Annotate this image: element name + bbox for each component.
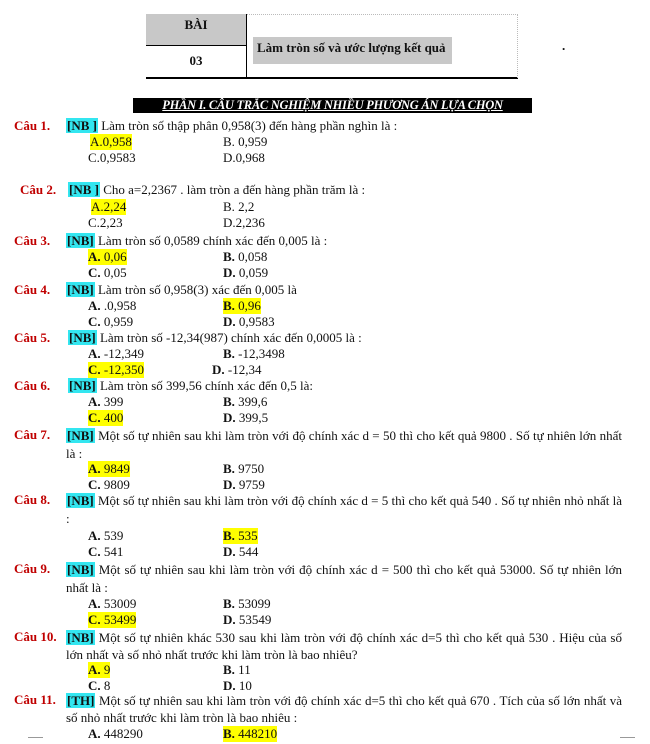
section-title: PHẦN I. CÂU TRẮC NGHIỆM NHIỀU PHƯƠNG ÁN LỰA CHỌN [133, 98, 532, 113]
question-text [68, 182, 620, 198]
question-label: Câu 9. [14, 561, 51, 576]
option-b[interactable]: B. 9750 [223, 461, 265, 476]
option-a[interactable]: A. .0,958 [88, 298, 137, 313]
option-c[interactable]: C. 0,959 [88, 314, 134, 329]
option-b[interactable]: B. 399,6 [223, 394, 268, 409]
lesson-title: Làm tròn số và ước lượng kết quả [253, 37, 452, 64]
question-text [66, 692, 622, 726]
level-tag: [NB] [69, 378, 96, 393]
question-body: Làm tròn số 0,958(3) xác đến 0,005 là [94, 282, 297, 297]
question-label: Câu 6. [14, 378, 51, 393]
option-a[interactable]: A. -12,349 [88, 346, 144, 361]
level-tag: [NB] [67, 562, 94, 577]
option-b[interactable]: B. 2,2 [223, 199, 255, 214]
option-a[interactable]: A. 539 [88, 528, 124, 543]
lesson-label: BÀI [146, 14, 246, 46]
option-b[interactable]: B. 0,959 [223, 134, 268, 149]
option-a[interactable]: A. 9849 [88, 461, 130, 476]
question-body: Cho a=2,2367 . làm tròn a đến hàng phần trăm là : [99, 182, 366, 197]
level-tag: [NB] [67, 428, 94, 443]
option-a[interactable]: A.2,24 [91, 199, 127, 214]
question-label: Câu 3. [14, 233, 51, 248]
option-b[interactable]: B. 0,96 [223, 298, 261, 313]
level-tag: [NB] [69, 330, 96, 345]
option-b[interactable]: B. 53099 [223, 596, 271, 611]
question-label: Câu 8. [14, 492, 51, 507]
option-a[interactable]: A. 53009 [88, 596, 137, 611]
question-label: Câu 4. [14, 282, 51, 297]
lesson-title-cell [247, 14, 566, 78]
option-b[interactable]: B. -12,3498 [223, 346, 285, 361]
option-a[interactable]: A. 399 [88, 394, 124, 409]
lesson-number: 03 [189, 53, 203, 68]
option-b[interactable]: B. 0,058 [223, 249, 268, 264]
option-d[interactable]: D.2,236 [223, 215, 265, 230]
question-body: Làm tròn số thập phân 0,958(3) đến hàng phần nghìn là : [97, 118, 398, 133]
question-text [68, 378, 620, 394]
option-c[interactable]: C. 8 [88, 678, 111, 693]
option-c[interactable]: C. 0,05 [88, 265, 127, 280]
level-tag: [NB ] [69, 182, 99, 197]
level-tag: [NB] [67, 493, 94, 508]
question-body: Một số tự nhiên khác 530 sau khi làm tròn với độ chính xác d=5 thì cho kết quả 530 . Hiệu của số lớn nhất và số nhỏ nhất trước khi làm tròn là bao nhiêu? [66, 630, 622, 662]
option-c[interactable]: C. 400 [88, 410, 124, 425]
option-d[interactable]: D.0,968 [223, 150, 265, 165]
option-c[interactable]: C. 541 [88, 544, 124, 559]
lesson-title-suffix: . [562, 38, 566, 53]
question-text [66, 427, 622, 463]
page-margin-marker-left [28, 737, 43, 738]
question-label: Câu 10. [14, 629, 57, 644]
question-label: Câu 11. [14, 692, 56, 707]
lesson-number-cell [146, 14, 247, 77]
option-c[interactable]: C. -12,350 [88, 362, 144, 377]
page-margin-marker-right [620, 737, 635, 738]
option-c[interactable]: C. 9809 [88, 477, 130, 492]
option-b[interactable]: B. 448210 [223, 726, 278, 741]
question-body: Một số tự nhiên sau khi làm tròn với độ chính xác d = 50 thì cho kết quả 9800 . Số tự nhiên lớn nhất là : [66, 428, 622, 461]
option-b[interactable]: B. 535 [223, 528, 258, 543]
question-body: Làm tròn số -12,34(987) chính xác đến 0,0005 là : [96, 330, 362, 345]
option-c[interactable]: C.0,9583 [88, 150, 136, 165]
option-d[interactable]: D. 0,9583 [223, 314, 275, 329]
question-body: Làm tròn số 399,56 chính xác đến 0,5 là: [96, 378, 313, 393]
option-d[interactable]: D. 399,5 [223, 410, 269, 425]
question-label: Câu 7. [14, 427, 51, 442]
question-label: Câu 1. [14, 118, 51, 133]
question-body: Làm tròn số 0,0589 chính xác đến 0,005 là : [94, 233, 328, 248]
option-a[interactable]: A. 9 [88, 662, 111, 677]
level-tag: [NB] [67, 282, 94, 297]
option-d[interactable]: D. 53549 [223, 612, 272, 627]
question-body: Một số tự nhiên sau khi làm tròn với độ chính xác d = 5 thì cho kết quả 540 . Số tự nhiên nhỏ nhất là : [66, 493, 622, 526]
question-body: Một số tự nhiên sau khi làm tròn với độ chính xác d=5 thì cho kết quả 670 . Tích của số lớn nhất và số nhỏ nhất trước khi làm tròn là bao nhiêu : [66, 693, 622, 725]
option-c[interactable]: C.2,23 [88, 215, 123, 230]
level-tag: [NB] [67, 630, 94, 645]
option-d[interactable]: D. 9759 [223, 477, 265, 492]
option-b[interactable]: B. 11 [223, 662, 251, 677]
question-body: Một số tự nhiên sau khi làm tròn với độ chính xác d = 500 thì cho kết quả 53000. Số tự nhiên lớn nhất là : [66, 562, 622, 595]
level-tag: [NB] [67, 233, 94, 248]
option-c[interactable]: C. 53499 [88, 612, 137, 627]
question-text [66, 282, 620, 298]
lesson-header [146, 14, 566, 79]
option-a[interactable]: A.0,958 [90, 134, 132, 149]
question-text [66, 233, 620, 249]
question-text [66, 561, 622, 597]
question-text [66, 629, 622, 663]
level-tag: [NB ] [67, 118, 97, 133]
level-tag: [TH] [67, 693, 95, 708]
question-text [66, 492, 622, 528]
option-d[interactable]: D. 544 [223, 544, 259, 559]
question-label: Câu 5. [14, 330, 51, 345]
question-label: Câu 2. [20, 182, 57, 197]
option-d[interactable]: D. 10 [223, 678, 252, 693]
option-d[interactable]: D. 0,059 [223, 265, 269, 280]
option-a[interactable]: A. 448290 [88, 726, 143, 741]
option-d[interactable]: D. -12,34 [212, 362, 262, 377]
option-a[interactable]: A. 0,06 [88, 249, 127, 264]
question-text [66, 118, 620, 134]
question-text [68, 330, 620, 346]
